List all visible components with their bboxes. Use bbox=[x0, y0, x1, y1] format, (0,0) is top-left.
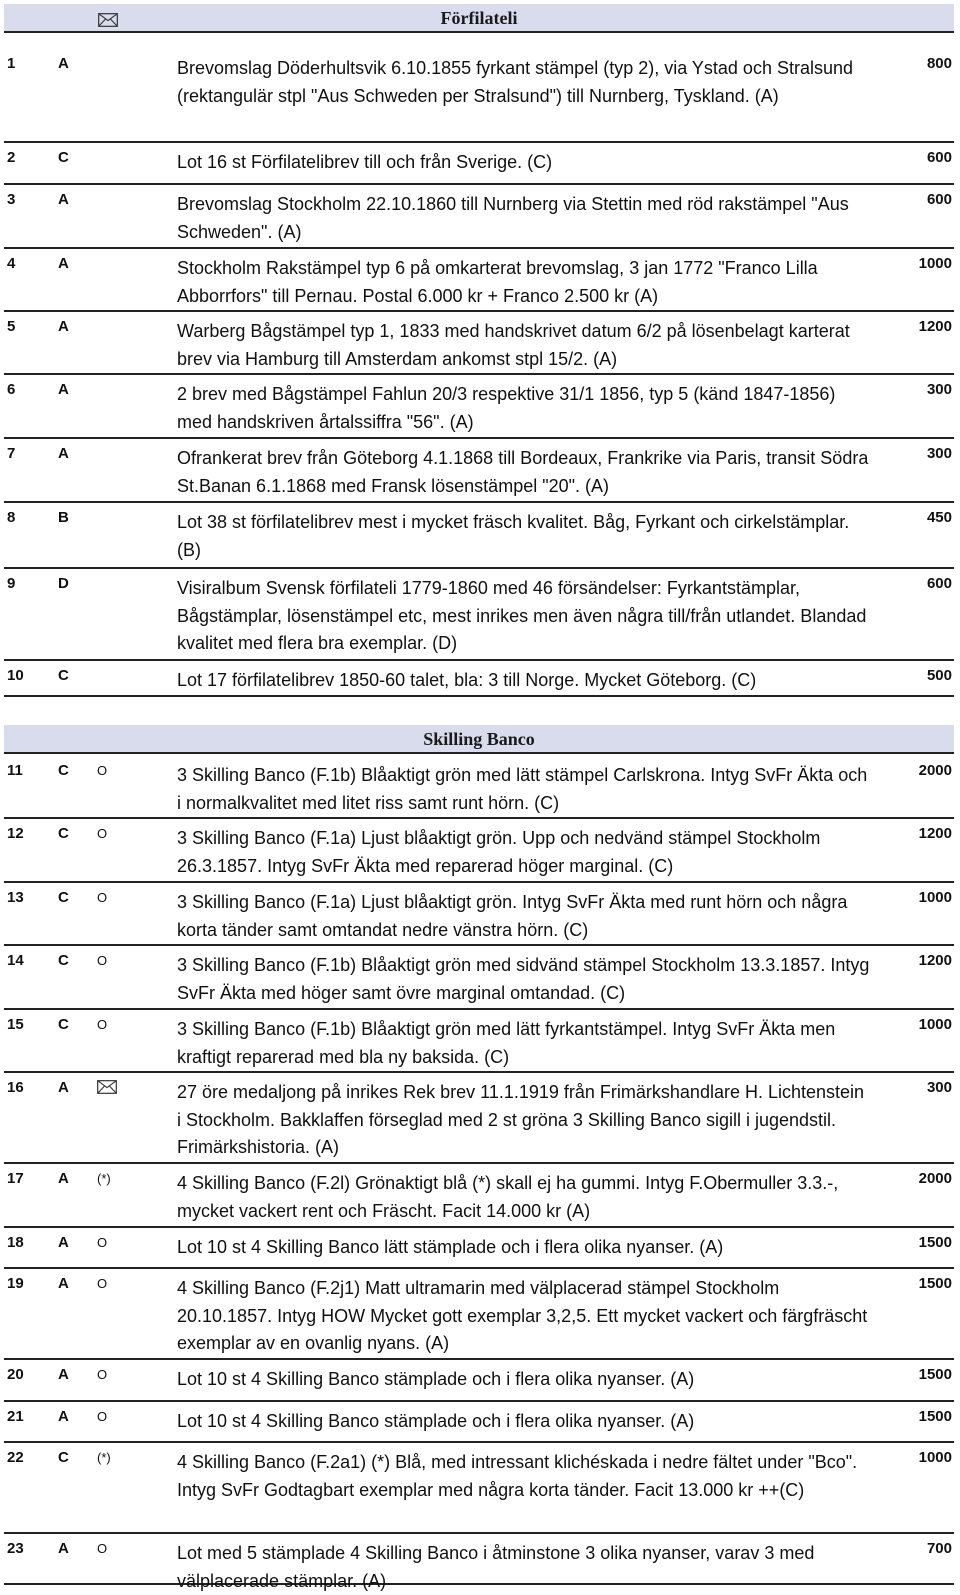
lot-price: 600 bbox=[926, 149, 952, 166]
lot-number: 23 bbox=[7, 1540, 24, 1557]
lot-number: 5 bbox=[7, 318, 16, 335]
lot-price: 600 bbox=[926, 575, 952, 592]
lot-condition: O bbox=[97, 953, 108, 968]
lot-price: 300 bbox=[926, 381, 952, 398]
lot-description: Lot 17 förfilatelibrev 1850-60 talet, bla: 3 till Norge. Mycket Göteborg. (C) bbox=[177, 670, 757, 690]
lot-row bbox=[4, 1443, 954, 1534]
lot-price: 1000 bbox=[918, 889, 952, 906]
lot-row bbox=[4, 1402, 954, 1443]
lot-condition: O bbox=[97, 1541, 108, 1556]
lot-row bbox=[4, 1360, 954, 1402]
lot-row bbox=[4, 1228, 954, 1269]
lot-row bbox=[4, 439, 954, 503]
lot-description: Lot 38 st förfilatelibrev mest i mycket fräsch kvalitet. Båg, Fyrkant och cirkelstämplar. (B) bbox=[177, 512, 850, 560]
lot-number: 15 bbox=[7, 1016, 24, 1033]
lot-grade: D bbox=[58, 575, 69, 592]
lot-description: 3 Skilling Banco (F.1a) Ljust blåaktigt grön. Upp och nedvänd stämpel Stockholm 26.3.1857. Intyg SvFr Äkta med reparerad höger marginal. (C) bbox=[177, 828, 821, 876]
lot-row bbox=[4, 946, 954, 1010]
lot-number: 19 bbox=[7, 1275, 24, 1292]
lot-grade: A bbox=[58, 381, 69, 398]
lot-grade: A bbox=[58, 191, 69, 208]
lot-number: 7 bbox=[7, 445, 16, 462]
lot-description: Lot 10 st 4 Skilling Banco stämplade och i flera olika nyanser. (A) bbox=[177, 1411, 695, 1431]
lot-description: Ofrankerat brev från Göteborg 4.1.1868 till Bordeaux, Frankrike via Paris, transit Södra St.Banan 6.1.1868 med Fransk lösenstämpel "20". (A) bbox=[177, 448, 869, 496]
lot-grade: C bbox=[58, 889, 69, 906]
lot-price: 1500 bbox=[918, 1366, 952, 1383]
lot-condition: O bbox=[97, 763, 108, 778]
lot-price: 2000 bbox=[918, 1170, 952, 1187]
lot-description: 27 öre medaljong på inrikes Rek brev 11.1.1919 från Frimärkshandlare H. Lichtenstein i Stockholm. Bakklaffen förseglad med 2 st gröna 3 Skilling Banco sigill i jugendstil. Frimärkshistoria. (A) bbox=[177, 1082, 865, 1158]
lot-row bbox=[4, 569, 954, 661]
lot-number: 13 bbox=[7, 889, 24, 906]
lot-price: 1000 bbox=[918, 1449, 952, 1466]
lot-description: Lot 10 st 4 Skilling Banco lätt stämplade och i flera olika nyanser. (A) bbox=[177, 1237, 724, 1257]
lot-grade: C bbox=[58, 667, 69, 684]
lot-number: 20 bbox=[7, 1366, 24, 1383]
lot-row bbox=[4, 1534, 954, 1591]
lot-price: 600 bbox=[926, 191, 952, 208]
lot-condition: O bbox=[97, 1367, 108, 1382]
lot-grade: A bbox=[58, 318, 69, 335]
lot-price: 1000 bbox=[918, 1016, 952, 1033]
lot-grade: B bbox=[58, 509, 69, 526]
lot-grade: C bbox=[58, 149, 69, 166]
lot-price: 1500 bbox=[918, 1408, 952, 1425]
lot-grade: C bbox=[58, 825, 69, 842]
lot-description: Lot 10 st 4 Skilling Banco stämplade och i flera olika nyanser. (A) bbox=[177, 1369, 695, 1389]
lot-price: 2000 bbox=[918, 762, 952, 779]
lot-row bbox=[4, 754, 954, 819]
lot-row bbox=[4, 33, 954, 143]
lot-price: 450 bbox=[926, 509, 952, 526]
section-gap bbox=[4, 697, 954, 725]
lot-grade: A bbox=[58, 1408, 69, 1425]
lot-price: 800 bbox=[926, 55, 952, 72]
lot-grade: A bbox=[58, 1366, 69, 1383]
lot-number: 14 bbox=[7, 952, 24, 969]
lot-number: 4 bbox=[7, 255, 16, 272]
lot-grade: A bbox=[58, 255, 69, 272]
lot-price: 1500 bbox=[918, 1275, 952, 1292]
lot-description: 4 Skilling Banco (F.2a1) (*) Blå, med intressant klichéskada i nedre fältet under "Bco". Intyg SvFr Godtagbart exemplar med några korta tänder. Facit 13.000 kr ++(C) bbox=[177, 1452, 858, 1500]
lot-description: 2 brev med Bågstämpel Fahlun 20/3 respektive 31/1 1856, typ 5 (känd 1847-1856) med handskriven årtalssiffra "56". (A) bbox=[177, 384, 836, 432]
section-header bbox=[4, 725, 954, 754]
lot-number: 2 bbox=[7, 149, 16, 166]
lot-condition: (*) bbox=[97, 1171, 111, 1186]
lot-description: Lot 16 st Förfilatelibrev till och från Sverige. (C) bbox=[177, 152, 553, 172]
lot-number: 16 bbox=[7, 1079, 24, 1096]
lot-number: 1 bbox=[7, 55, 16, 72]
section-title: Skilling Banco bbox=[423, 729, 535, 749]
lot-condition: O bbox=[97, 1276, 108, 1291]
lot-description: 4 Skilling Banco (F.2l) Grönaktigt blå (*) skall ej ha gummi. Intyg F.Obermuller 3.3.-, mycket vackert rent och Fräscht. Facit 14.000 kr (A) bbox=[177, 1173, 839, 1221]
lot-row bbox=[4, 1269, 954, 1360]
lot-price: 700 bbox=[926, 1540, 952, 1557]
lot-description: Brevomslag Döderhultsvik 6.10.1855 fyrkant stämpel (typ 2), via Ystad och Stralsund (rektangulär stpl "Aus Schweden per Stralsund") till Nurnberg, Tyskland. (A) bbox=[177, 58, 854, 106]
lot-number: 12 bbox=[7, 825, 24, 842]
lot-condition: (*) bbox=[97, 1450, 111, 1465]
lot-row bbox=[4, 661, 954, 697]
lot-grade: C bbox=[58, 952, 69, 969]
lot-description: 3 Skilling Banco (F.1b) Blåaktigt grön med lätt stämpel Carlskrona. Intyg SvFr Äkta och i normalkvalitet med litet riss samt runt hörn. (C) bbox=[177, 765, 868, 813]
section-title: Förfilateli bbox=[440, 8, 518, 28]
lot-price: 300 bbox=[926, 1079, 952, 1096]
lot-row bbox=[4, 1164, 954, 1228]
lot-number: 21 bbox=[7, 1408, 24, 1425]
lot-row bbox=[4, 312, 954, 375]
lot-description: 3 Skilling Banco (F.1a) Ljust blåaktigt grön. Intyg SvFr Äkta med runt hörn och några korta tänder samt omtandat nedre vänstra hörn. (C) bbox=[177, 892, 848, 940]
lot-grade: C bbox=[58, 762, 69, 779]
lot-row bbox=[4, 1010, 954, 1073]
lot-grade: A bbox=[58, 445, 69, 462]
lot-row bbox=[4, 143, 954, 185]
lot-price: 500 bbox=[926, 667, 952, 684]
envelope-icon bbox=[97, 1080, 117, 1094]
lot-grade: C bbox=[58, 1449, 69, 1466]
lot-grade: A bbox=[58, 1079, 69, 1096]
lot-row bbox=[4, 185, 954, 249]
lot-grade: A bbox=[58, 1275, 69, 1292]
lot-description: 3 Skilling Banco (F.1b) Blåaktigt grön med lätt fyrkantstämpel. Intyg SvFr Äkta men kraftigt reparerad med bla ny baksida. (C) bbox=[177, 1019, 836, 1067]
lot-description: Visiralbum Svensk förfilateli 1779-1860 med 46 försändelser: Fyrkantstämplar, Bågstämplar, lösenstämpel etc, mest inrikes men även några till/från utlandet. Blandad kvalitet med flera bra exemplar. (D) bbox=[177, 578, 867, 654]
lot-number: 3 bbox=[7, 191, 16, 208]
lot-price: 300 bbox=[926, 445, 952, 462]
lot-price: 1200 bbox=[918, 318, 952, 335]
lot-number: 11 bbox=[7, 762, 23, 779]
lot-description: 4 Skilling Banco (F.2j1) Matt ultramarin med välplacerad stämpel Stockholm 20.10.1857. Intyg HOW Mycket gott exemplar 3,2,5. Ett mycket vackert och färgfräscht exemplar av en ovanlig nyans. (A) bbox=[177, 1278, 868, 1354]
lot-description: Lot med 5 stämplade 4 Skilling Banco i åtminstone 3 olika nyanser, varav 3 med välplacerade stämplar. (A) bbox=[177, 1543, 815, 1591]
lot-row bbox=[4, 1073, 954, 1164]
lot-grade: A bbox=[58, 1170, 69, 1187]
lot-condition: O bbox=[97, 1017, 108, 1032]
lot-row bbox=[4, 375, 954, 439]
section-header bbox=[4, 4, 954, 33]
lot-description: Warberg Bågstämpel typ 1, 1833 med handskrivet datum 6/2 på lösenbelagt karterat brev via Hamburg till Amsterdam ankomst stpl 15/2. (A) bbox=[177, 321, 850, 369]
lot-grade: A bbox=[58, 55, 69, 72]
lot-description: Brevomslag Stockholm 22.10.1860 till Nurnberg via Stettin med röd rakstämpel "Aus Schweden". (A) bbox=[177, 194, 849, 242]
lot-row bbox=[4, 503, 954, 569]
lot-price: 1500 bbox=[918, 1234, 952, 1251]
lot-condition: O bbox=[97, 826, 108, 841]
lot-number: 22 bbox=[7, 1449, 24, 1466]
lot-description: 3 Skilling Banco (F.1b) Blåaktigt grön med sidvänd stämpel Stockholm 13.3.1857. Intyg SvFr Äkta med höger samt övre marginal omtandad. (C) bbox=[177, 955, 870, 1003]
lot-number: 18 bbox=[7, 1234, 24, 1251]
lot-price: 1000 bbox=[918, 255, 952, 272]
lot-grade: A bbox=[58, 1540, 69, 1557]
lot-description: Stockholm Rakstämpel typ 6 på omkarterat brevomslag, 3 jan 1772 "Franco Lilla Abborrfors" till Pernau. Postal 6.000 kr + Franco 2.500 kr (A) bbox=[177, 258, 818, 306]
lot-number: 6 bbox=[7, 381, 16, 398]
lot-row bbox=[4, 819, 954, 883]
lot-price: 1200 bbox=[918, 952, 952, 969]
lot-grade: C bbox=[58, 1016, 69, 1033]
lot-condition: O bbox=[97, 1235, 108, 1250]
lot-condition: O bbox=[97, 1409, 108, 1424]
lot-number: 8 bbox=[7, 509, 16, 526]
lot-row bbox=[4, 249, 954, 312]
lot-grade: A bbox=[58, 1234, 69, 1251]
lot-number: 17 bbox=[7, 1170, 24, 1187]
lot-condition: O bbox=[97, 890, 108, 905]
lot-row bbox=[4, 883, 954, 946]
catalog-page bbox=[4, 4, 954, 1591]
lot-number: 9 bbox=[7, 575, 16, 592]
lot-price: 1200 bbox=[918, 825, 952, 842]
lot-number: 10 bbox=[7, 667, 24, 684]
